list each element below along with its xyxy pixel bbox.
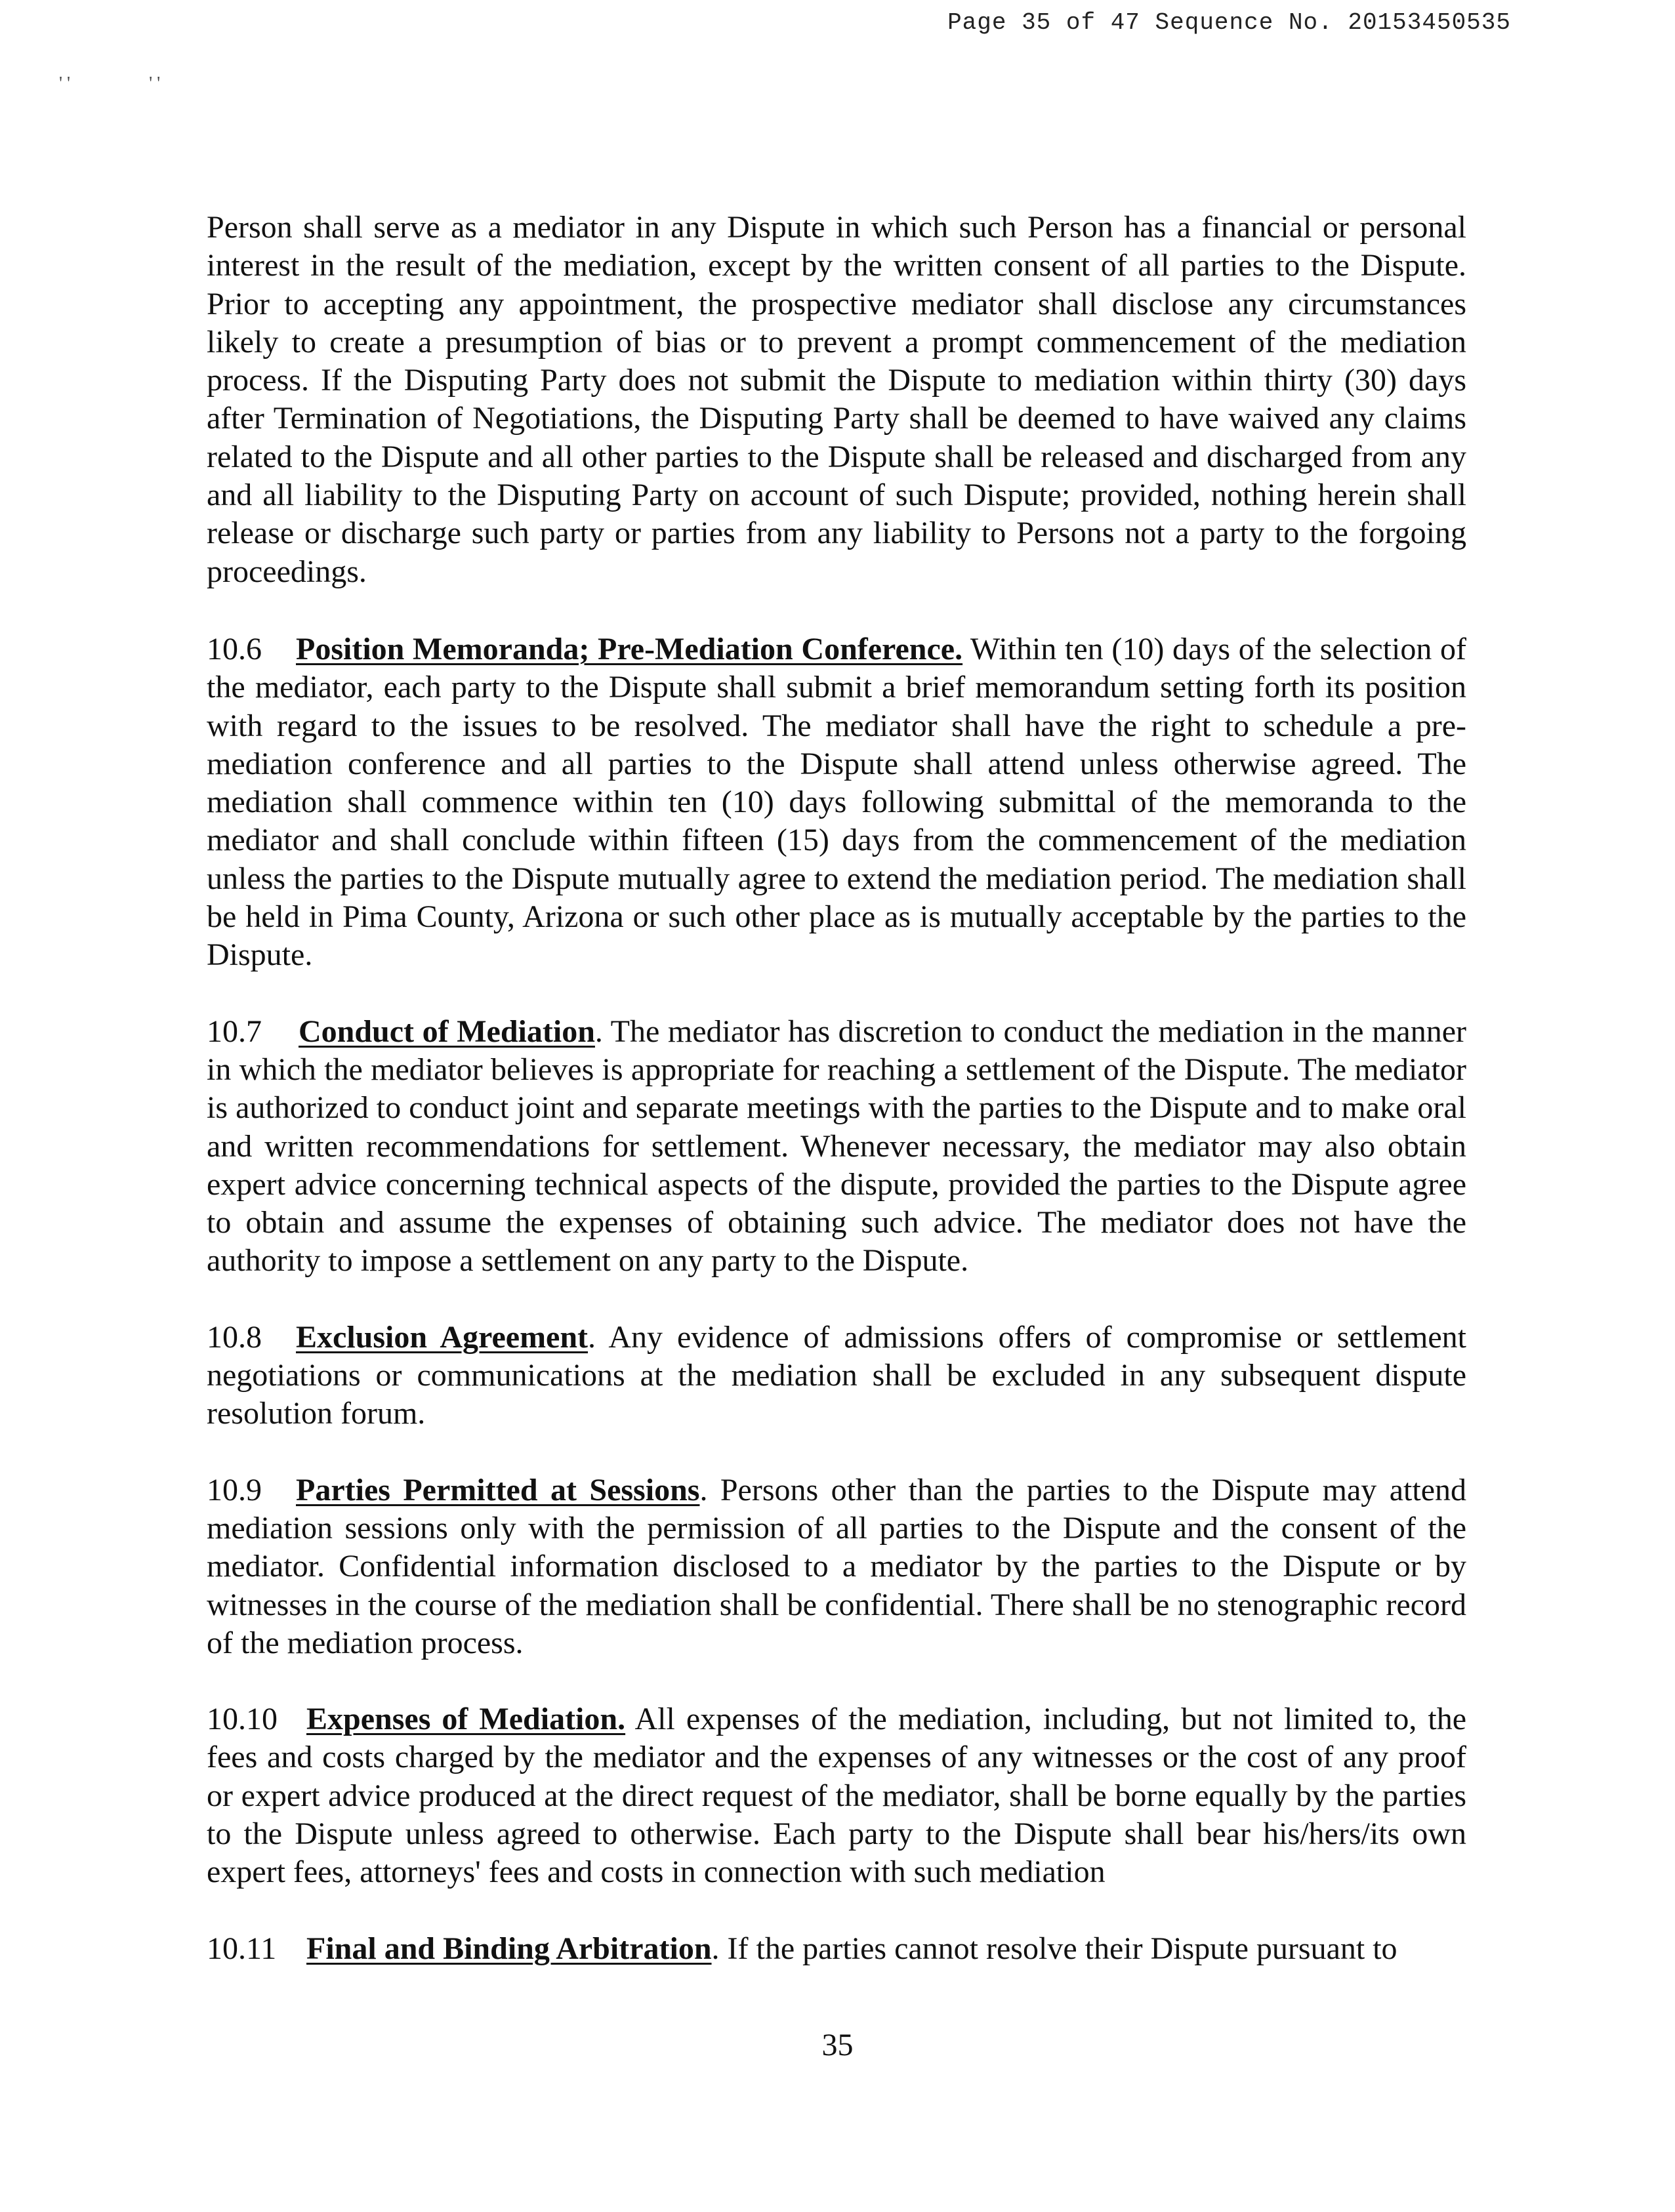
section-10-10 — [207, 1700, 1466, 1891]
paragraph-text: . If the parties cannot resolve their Dispute pursuant to — [711, 1931, 1397, 1966]
section-number: 10.10 — [207, 1702, 278, 1737]
section-heading: Final and Binding Arbitration — [306, 1931, 712, 1966]
section-heading: Conduct of Mediation — [299, 1014, 595, 1049]
page-number: 35 — [821, 2028, 854, 2062]
section-10-9 — [207, 1471, 1466, 1662]
section-number: 10.9 — [207, 1472, 262, 1507]
scan-speck: ' ' — [149, 73, 161, 94]
section-heading: Position Memoranda; Pre-Mediation Conference. — [296, 631, 963, 666]
section-10-7 — [207, 1013, 1466, 1280]
paragraph-text: Within ten (10) days of the selection of the mediator, each party to the Dispute shall submit a brief memorandum setting forth its position with regard to the issues to be resolved. The mediator shall have the right to schedule a pre-mediation conference and all parties to the Dispute shall attend unless otherwise agreed. The mediation shall commence within ten (10) days following submittal of the memoranda to the mediator and shall conclude within fifteen (15) days from the commencement of the mediation unless the parties to the Dispute mutually agree to extend the mediation period. The mediation shall be held in Pima County, Arizona or such other place as is mutually acceptable by the parties to the Dispute. — [207, 631, 1466, 973]
section-heading: Expenses of Mediation. — [306, 1702, 626, 1737]
section-number: 10.7 — [207, 1014, 262, 1049]
section-heading: Parties Permitted at Sessions — [296, 1472, 700, 1507]
scan-specks — [59, 73, 160, 94]
paragraph-text: Person shall serve as a mediator in any Dispute in which such Person has a financial or personal interest in the result of the mediation, except by the written consent of all parties to the Dispute. Prior to accepting any appointment, the prospective mediator shall disclose any circumstances likely to create a presumption of bias or to prevent a prompt commencement of the mediation process. If the Disputing Party does not submit the Dispute to mediation within thirty (30) days after Termination of Negotiations, the Disputing Party shall be deemed to have waived any claims related to the Dispute and all other parties to the Dispute shall be released and discharged from any and all liability to the Disputing Party on account of such Dispute; provided, nothing herein shall release or discharge such party or parties from any liability to Persons not a party to the forgoing proceedings. — [207, 210, 1466, 589]
document-body — [207, 209, 1466, 2006]
paragraph-text: . Persons other than the parties to the Dispute may attend mediation sessions only with the permission of all parties to the Dispute and the consent of the mediator. Confidential information disclosed to a mediator by the parties to the Dispute or by witnesses in the course of the mediation shall be confidential. There shall be no stenographic record of the mediation process. — [207, 1472, 1467, 1660]
paragraph-continuation — [207, 209, 1466, 591]
section-10-8 — [207, 1319, 1466, 1433]
paragraph-text: . The mediator has discretion to conduct the mediation in the manner in which the mediator believes is appropriate for reaching a settlement of the Dispute. The mediator is authorized to conduct joint and separate meetings with the parties to the Dispute and to make oral and written recommendations for settlement. Whenever necessary, the mediator may also obtain expert advice concerning technical aspects of the dispute, provided the parties to the Dispute agree to obtain and assume the expenses of obtaining such advice. The mediator does not have the authority to impose a settlement on any party to the Dispute. — [207, 1014, 1467, 1279]
paragraph-text: . Any evidence of admissions offers of compromise or settlement negotiations or communications at the mediation shall be excluded in any subsequent dispute resolution forum. — [207, 1319, 1467, 1431]
section-10-6 — [207, 630, 1466, 975]
section-number: 10.11 — [207, 1931, 277, 1966]
paragraph-text: All expenses of the mediation, including, but not limited to, the fees and costs charged by the mediator and the expenses of any witnesses or the cost of any proof or expert advice produced at the direct request of the mediator, shall be borne equally by the parties to the Dispute unless agreed to otherwise. Each party to the Dispute shall bear his/hers/its own expert fees, attorneys' fees and costs in connection with such mediation — [207, 1702, 1467, 1890]
section-10-11 — [207, 1930, 1466, 1968]
section-heading: Exclusion Agreement — [296, 1319, 589, 1355]
section-number: 10.6 — [207, 631, 262, 666]
page-sequence-stamp: Page 35 of 47 Sequence No. 20153450535 — [947, 9, 1511, 36]
section-number: 10.8 — [207, 1319, 262, 1355]
scan-speck: ' ' — [59, 73, 71, 94]
